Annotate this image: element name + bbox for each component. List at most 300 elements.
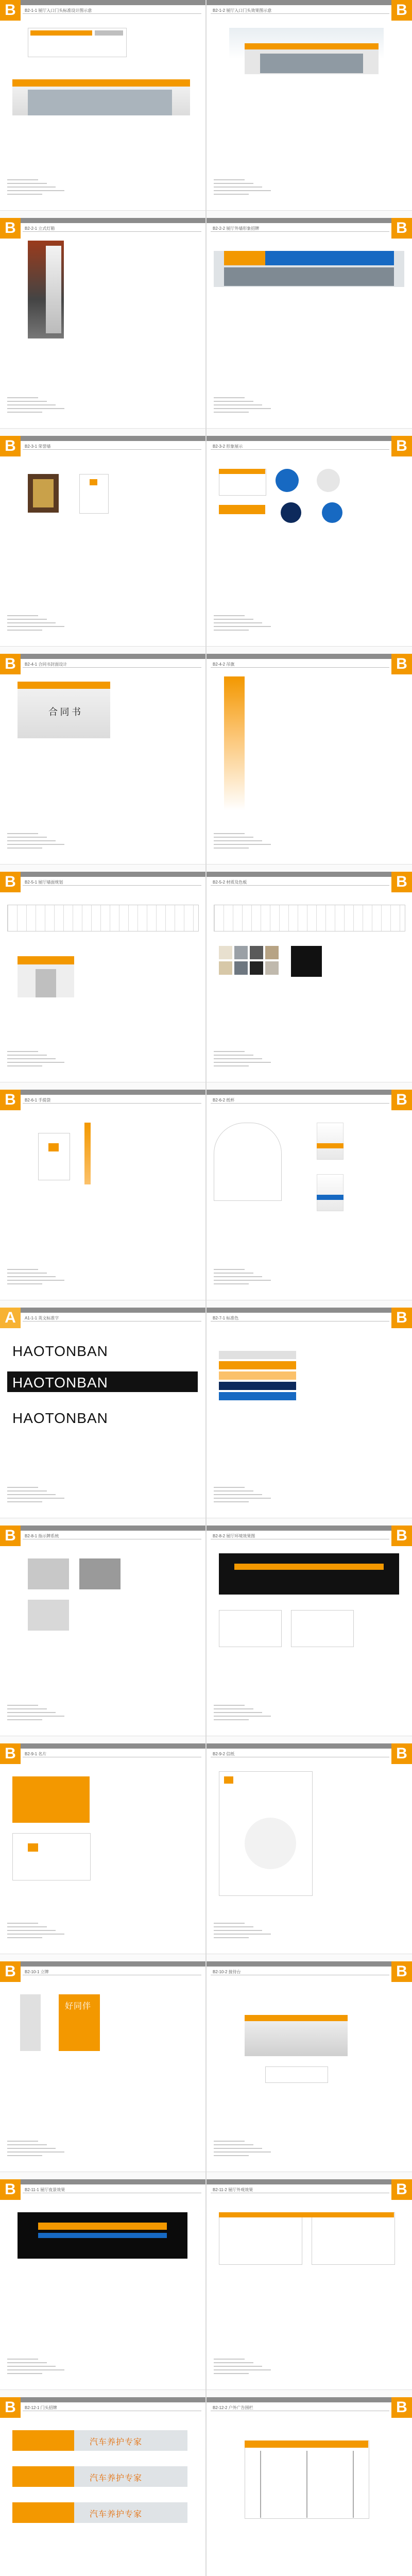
section-letter-tab: B: [391, 654, 412, 674]
note-line: [214, 408, 271, 409]
note-line: [214, 1937, 249, 1938]
page-content: [7, 2202, 198, 2351]
page-title: B2-8-1 指示牌系统: [25, 1534, 59, 1538]
note-line: [214, 194, 249, 195]
manual-page: [207, 1526, 412, 1743]
note-line: [7, 1051, 38, 1052]
letterhead-logo: [224, 1776, 233, 1784]
page-header-line: [211, 449, 389, 450]
note-line: [7, 1498, 64, 1499]
section-letter-tab: B: [0, 436, 21, 456]
spread: [0, 0, 412, 218]
note-line: [214, 190, 271, 191]
note-line: [214, 2155, 249, 2156]
bag-stripe: [84, 1123, 91, 1184]
page-header-line: [23, 231, 201, 232]
manual-page: [0, 1743, 205, 1961]
note-line: [7, 840, 56, 841]
note-line: [214, 1055, 253, 1056]
note-line: [7, 194, 42, 195]
note-line: [214, 1487, 245, 1488]
page-footer: [0, 1954, 205, 1961]
note-line: [214, 1494, 262, 1495]
manual-page: [207, 654, 412, 872]
note-line: [7, 1490, 47, 1492]
section-letter-tab: B: [0, 654, 21, 674]
page-title: B2-5-1 展厅墙面规划: [25, 880, 63, 885]
note-line: [7, 622, 56, 623]
page-notes: [214, 2141, 276, 2159]
page-footer: [207, 428, 412, 436]
exterior-plan-2: [312, 2212, 395, 2265]
manual-page: [0, 1308, 205, 1526]
note-line: [7, 837, 47, 838]
page-footer: [0, 646, 205, 654]
page-topbar: [0, 1308, 205, 1313]
page-header-line: [211, 13, 389, 14]
display-roundel-4: [322, 502, 342, 523]
material-swatch: [265, 961, 279, 975]
note-line: [214, 1051, 245, 1052]
manual-page: [207, 1961, 412, 2179]
note-line: [214, 630, 249, 631]
page-topbar: [207, 1526, 412, 1531]
page-title: B2-11-2 展厅外观效果: [213, 2188, 253, 2192]
page-topbar: [0, 872, 205, 877]
note-line: [214, 622, 262, 623]
note-line: [7, 844, 64, 845]
material-swatch: [234, 961, 248, 975]
rendering-sign-band: [245, 43, 379, 49]
page-content: [214, 23, 405, 172]
page-title: B2-6-1 手提袋: [25, 1098, 51, 1103]
contract-title-text: 合 同 书: [48, 707, 81, 717]
note-line: [214, 1065, 249, 1066]
page-footer: [207, 1082, 412, 1090]
page-topbar: [207, 2179, 412, 2184]
reception-desk: [245, 2015, 348, 2056]
note-line: [7, 1283, 42, 1284]
page-title: B2-4-1 合同书封面设计: [25, 662, 67, 667]
note-line: [214, 1719, 249, 1720]
page-title: B2-10-2 接待台: [213, 1970, 241, 1974]
fence-header: [245, 2441, 368, 2448]
cup-1: [317, 1123, 344, 1160]
page-topbar: [0, 0, 205, 5]
note-line: [214, 401, 253, 402]
storefront-window: [28, 90, 172, 115]
page-content: [214, 894, 405, 1044]
section-letter-tab: B: [391, 2397, 412, 2418]
page-header-line: [211, 1103, 389, 1104]
note-line: [7, 1501, 42, 1502]
manual-page: [0, 2397, 205, 2576]
note-line: [214, 619, 253, 620]
page-content: [7, 1112, 198, 1262]
page-footer: [207, 1300, 412, 1308]
note-line: [7, 404, 56, 405]
doorhead-sign-text: 汽车养护专家: [90, 2510, 143, 2519]
manual-page: [207, 2397, 412, 2576]
night-exterior-band: [38, 2223, 167, 2230]
note-line: [7, 1923, 38, 1924]
note-line: [214, 1712, 262, 1713]
exterior-sign: [224, 251, 265, 265]
page-notes: [7, 1051, 69, 1069]
display-roundel-3: [281, 502, 301, 523]
page-header-line: [211, 231, 389, 232]
note-line: [7, 1273, 47, 1274]
page-topbar: [0, 218, 205, 223]
note-line: [214, 1708, 253, 1709]
spread: [0, 2397, 412, 2576]
page-header-line: [23, 667, 201, 668]
note-line: [214, 397, 245, 398]
cup-2: [317, 1174, 344, 1211]
doorhead-sign-fill: [30, 30, 92, 36]
display-roundel-1: [276, 469, 299, 492]
note-line: [214, 840, 262, 841]
bag-logo: [48, 1143, 59, 1151]
std-color-navy: [219, 1382, 296, 1390]
business-card-logo: [28, 1843, 38, 1852]
note-line: [214, 2148, 262, 2149]
section-letter-tab: B: [391, 218, 412, 239]
page-topbar: [0, 2179, 205, 2184]
doorhead-sign-band: [12, 2466, 74, 2487]
page-title: B2-4-2 吊旗: [213, 662, 235, 667]
note-line: [214, 2366, 262, 2367]
page-title: B2-6-2 纸杯: [213, 1098, 235, 1103]
note-line: [7, 183, 47, 184]
page-topbar: [0, 2397, 205, 2402]
section-letter-tab: B: [0, 872, 21, 892]
reception-desk-front: [265, 2066, 328, 2083]
rendering-window: [260, 54, 363, 73]
note-line: [214, 1280, 271, 1281]
spread: [0, 2179, 412, 2397]
page-notes: [7, 1923, 69, 1941]
spread: [0, 1743, 412, 1961]
spread: [0, 872, 412, 1090]
note-line: [214, 183, 253, 184]
color-board-dark: [291, 946, 322, 977]
spread: [0, 1526, 412, 1743]
page-content: [214, 1984, 405, 2133]
page-topbar: [207, 654, 412, 659]
page-notes: [214, 1923, 276, 1941]
note-line: [7, 179, 38, 180]
exterior-blue-band: [265, 251, 394, 265]
display-strip-orange: [219, 505, 265, 514]
note-line: [7, 408, 64, 409]
page-title: B2-5-2 材质及色板: [213, 880, 247, 885]
manual-page: [0, 0, 205, 218]
storefront-sign-band: [12, 79, 190, 87]
note-line: [7, 1716, 64, 1717]
page-header-line: [23, 449, 201, 450]
page-footer: [0, 1300, 205, 1308]
brand-word-on-grey: HAOTONBAN: [12, 1410, 108, 1426]
note-line: [214, 2362, 253, 2363]
fence-post-3: [353, 2451, 354, 2518]
sign-photo-1: [28, 1558, 69, 1589]
page-notes: [214, 179, 276, 197]
page-footer: [207, 1518, 412, 1526]
page-content: [214, 1112, 405, 1262]
section-letter-tab: B: [0, 0, 21, 21]
page-content: [214, 1330, 405, 1480]
note-line: [214, 1716, 271, 1717]
page-notes: [7, 2359, 69, 2377]
page-footer: [207, 1954, 412, 1961]
night-scene: [219, 1553, 399, 1595]
business-card-back: [12, 1833, 91, 1880]
manual-page: [0, 872, 205, 1090]
page-footer: [207, 2172, 412, 2179]
note-line: [7, 412, 42, 413]
page-footer: [0, 864, 205, 872]
manual-page: [207, 872, 412, 1090]
section-letter-tab: B: [391, 0, 412, 21]
page-notes: [214, 2359, 276, 2377]
cup-unrolled: [214, 1123, 282, 1201]
note-line: [7, 1269, 38, 1270]
note-line: [214, 1934, 271, 1935]
spread: [0, 436, 412, 654]
section-letter-tab: B: [0, 2179, 21, 2200]
note-line: [214, 404, 262, 405]
std-color-lorange: [219, 1371, 296, 1380]
page-content: [7, 1766, 198, 1916]
display-roundel-2: [317, 469, 340, 492]
note-line: [214, 2144, 253, 2145]
spread: [0, 1961, 412, 2179]
night-exterior-blue: [38, 2233, 167, 2238]
fence-post-2: [306, 2451, 307, 2518]
doorhead-sign-text: 汽车养护专家: [90, 2438, 143, 2447]
manual-page: [207, 218, 412, 436]
note-line: [7, 2359, 38, 2360]
note-line: [214, 615, 245, 616]
page-header-line: [23, 885, 201, 886]
section-letter-tab: B: [391, 1743, 412, 1764]
note-line: [214, 2369, 271, 2370]
page-content: [214, 241, 405, 390]
brand-word-on-black: HAOTONBAN: [12, 1375, 108, 1391]
page-notes: [7, 615, 69, 633]
reception-desk-band: [245, 2015, 348, 2021]
business-card-front: [12, 1776, 90, 1823]
note-line: [7, 187, 56, 188]
page-content: [7, 1330, 198, 1480]
spread: [0, 218, 412, 436]
note-line: [7, 1065, 42, 1066]
page-header-line: [211, 885, 389, 886]
page-topbar: [207, 436, 412, 441]
material-swatch: [219, 961, 232, 975]
doorhead-sign-band: [12, 2502, 74, 2523]
page-title: B2-9-2 信纸: [213, 1752, 235, 1756]
note-line: [214, 2359, 245, 2360]
note-line: [7, 1712, 56, 1713]
page-notes: [214, 1487, 276, 1505]
note-line: [214, 848, 249, 849]
material-swatch: [265, 946, 279, 959]
section-letter-tab: B: [391, 2179, 412, 2200]
page-notes: [214, 1269, 276, 1287]
letterhead-watermark: [245, 1818, 296, 1869]
page-footer: [207, 2389, 412, 2397]
note-line: [7, 1280, 64, 1281]
page-topbar: [207, 1961, 412, 1967]
page-content: [214, 2202, 405, 2351]
note-line: [214, 1498, 271, 1499]
page-title: B2-11-1 展厅夜景效果: [25, 2188, 65, 2192]
page-header-line: [211, 667, 389, 668]
note-line: [214, 1269, 245, 1270]
note-line: [7, 626, 64, 627]
note-line: [214, 1501, 249, 1502]
section-letter-tab: B: [391, 1526, 412, 1546]
section-letter-tab: B: [0, 2397, 21, 2418]
page-notes: [7, 833, 69, 851]
hanging-flag: [224, 676, 245, 810]
exterior-plan-1: [219, 2212, 302, 2265]
sign-photo-3: [28, 1600, 69, 1631]
manual-page: [0, 218, 205, 436]
manual-page: [0, 2179, 205, 2397]
note-line: [214, 1923, 245, 1924]
note-line: [214, 1276, 262, 1277]
page-topbar: [0, 1961, 205, 1967]
note-line: [7, 619, 47, 620]
note-line: [214, 187, 262, 188]
note-line: [7, 848, 42, 849]
manual-page: [207, 1090, 412, 1308]
page-content: [7, 676, 198, 826]
page-content: [7, 241, 198, 390]
note-line: [7, 2141, 38, 2142]
wall-plan-grid: [7, 905, 199, 931]
manual-page: [207, 436, 412, 654]
page-notes: [214, 397, 276, 415]
sketch-2: [291, 1610, 354, 1647]
page-topbar: [0, 1743, 205, 1749]
section-letter-tab: B: [0, 1961, 21, 1982]
manual-page: [0, 1090, 205, 1308]
note-line: [7, 190, 64, 191]
manual-page: [0, 1526, 205, 1743]
page-footer: [0, 428, 205, 436]
note-line: [214, 1705, 245, 1706]
page-title: B2-1-2 展厅入口门头效果图示意: [213, 8, 272, 13]
page-title: B2-12-2 户外广告围栏: [213, 2405, 253, 2410]
page-footer: [207, 1736, 412, 1743]
page-title: B2-2-1 立式灯箱: [25, 226, 55, 231]
section-letter-tab: B: [0, 1526, 21, 1546]
section-letter-tab: B: [0, 218, 21, 239]
page-title: B2-12-1 门头招牌: [25, 2405, 57, 2410]
note-line: [214, 1283, 249, 1284]
doorhead-sign-grey: [95, 30, 123, 36]
note-line: [214, 2141, 245, 2142]
page-footer: [0, 1082, 205, 1090]
exterior-plan-band: [219, 2212, 394, 2217]
standing-sign-text: 好同伴: [65, 2002, 92, 2011]
page-title: B2-10-1 立牌: [25, 1970, 49, 1974]
page-topbar: [207, 872, 412, 877]
page-footer: [0, 210, 205, 218]
note-line: [214, 1273, 253, 1274]
page-title: B2-3-2 形象展示: [213, 444, 243, 449]
note-line: [7, 1934, 64, 1935]
note-line: [7, 2362, 47, 2363]
note-line: [7, 615, 38, 616]
note-line: [7, 2155, 42, 2156]
page-topbar: [0, 654, 205, 659]
page-header-line: [23, 13, 201, 14]
note-line: [7, 1494, 56, 1495]
note-line: [7, 1930, 56, 1931]
material-swatch: [219, 946, 232, 959]
honor-plaque-gold: [33, 479, 54, 507]
note-line: [7, 630, 42, 631]
page-header-line: [23, 1103, 201, 1104]
note-line: [214, 844, 271, 845]
page-topbar: [207, 0, 412, 5]
sign-photo-2: [79, 1558, 121, 1589]
note-line: [214, 833, 245, 834]
page-content: [214, 1548, 405, 1698]
note-line: [7, 1058, 56, 1059]
bag-outline: [38, 1133, 70, 1180]
page-topbar: [0, 1526, 205, 1531]
note-line: [214, 2373, 249, 2374]
page-notes: [214, 1705, 276, 1723]
page-topbar: [207, 218, 412, 223]
note-line: [214, 626, 271, 627]
section-letter-tab: B: [391, 436, 412, 456]
std-color-grey: [219, 1351, 296, 1359]
note-line: [214, 1062, 271, 1063]
note-line: [214, 1930, 262, 1931]
manual-page: [0, 654, 205, 872]
cup-2-band: [317, 1195, 344, 1200]
page-title: B2-9-1 名片: [25, 1752, 47, 1756]
note-line: [7, 401, 47, 402]
note-line: [7, 2144, 47, 2145]
page-title: B2-1-1 展厅入口门头标准设计图示意: [25, 8, 92, 13]
material-swatch: [234, 946, 248, 959]
section-letter-tab: B: [391, 1961, 412, 1982]
page-notes: [7, 179, 69, 197]
page-title: B2-3-1 荣誉墙: [25, 444, 51, 449]
doorhead-sign-band: [12, 2430, 74, 2451]
page-title: B2-2-2 展厅外墙形象招牌: [213, 226, 260, 231]
page-topbar: [207, 1743, 412, 1749]
material-swatch: [250, 946, 263, 959]
doorhead-sign-text: 汽车养护专家: [90, 2474, 143, 2483]
material-swatch: [250, 961, 263, 975]
note-line: [7, 2373, 42, 2374]
note-line: [214, 2151, 271, 2153]
section-letter-tab: B: [391, 1308, 412, 1328]
lightbox-stripe: [46, 246, 61, 333]
page-topbar: [207, 2397, 412, 2402]
honor-plaque-logo: [90, 479, 97, 485]
std-color-orange: [219, 1361, 296, 1369]
